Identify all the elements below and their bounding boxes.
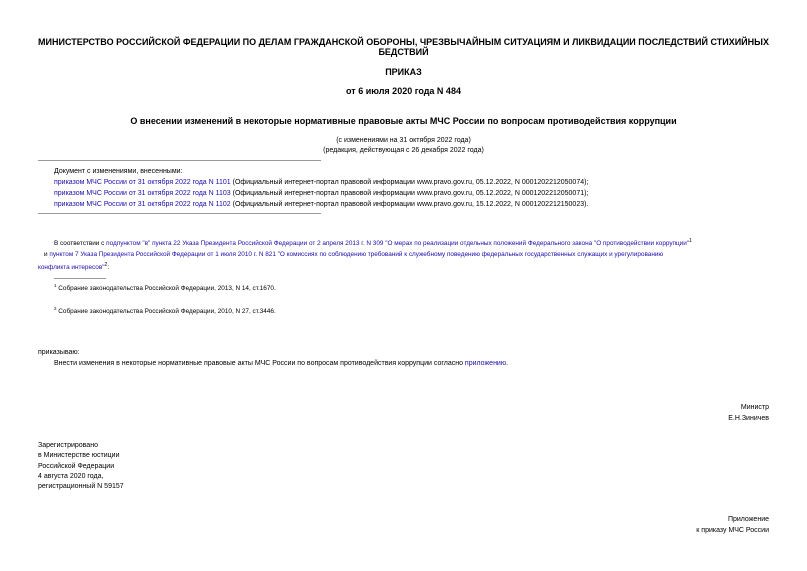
order-text bbox=[54, 360, 508, 367]
change-source: (Официальный интернет-портал правовой информации www.pravo.gov.ru, 05.12.2022, N 0001202212050074); bbox=[230, 179, 589, 186]
appendix-header bbox=[696, 514, 769, 536]
order-label: приказываю: bbox=[38, 349, 80, 356]
signature bbox=[728, 402, 769, 424]
registration-line: Зарегистрировано bbox=[38, 442, 98, 449]
change-link-1102[interactable]: приказом МЧС России от 31 октября 2022 года N 1102 bbox=[54, 201, 231, 208]
doc-title: О внесении изменений в некоторые нормативные правовые акты МЧС России по вопросам противодействия коррупции bbox=[130, 116, 677, 126]
divider-top bbox=[38, 160, 321, 161]
amended-note: (с изменениями на 31 октября 2022 года) bbox=[336, 137, 471, 144]
footnote-ref-1[interactable]: 1 bbox=[689, 238, 692, 244]
appendix-line-2: к приказу МЧС России bbox=[696, 527, 769, 534]
ministry-line-1: МИНИСТЕРСТВО РОССИЙСКОЙ ФЕДЕРАЦИИ ПО ДЕЛАМ ГРАЖДАНСКОЙ ОБОРОНЫ, ЧРЕЗВЫЧАЙНЫМ СИТУАЦИЯМ И ЛИКВИДАЦИИ ПОСЛЕДСТВИЙ СТИХИЙНЫХ bbox=[38, 37, 769, 47]
order-end: . bbox=[506, 360, 509, 367]
preamble-line-1 bbox=[38, 236, 768, 249]
decree-821-link-cont[interactable]: конфликта интересов" bbox=[38, 264, 105, 272]
change-source: (Официальный интернет-портал правовой информации www.pravo.gov.ru, 15.12.2022, N 0001202212150023). bbox=[230, 201, 589, 208]
change-item bbox=[54, 188, 588, 199]
footnote-ref-2[interactable]: 2 bbox=[104, 262, 108, 269]
preamble-line-3 bbox=[38, 260, 768, 273]
doc-date: от 6 июля 2020 года N 484 bbox=[346, 86, 461, 96]
appendix-line-1: Приложение bbox=[727, 516, 769, 523]
changes-block bbox=[54, 166, 588, 210]
ministry-heading bbox=[0, 37, 807, 57]
registration-block bbox=[38, 441, 124, 492]
registration-line: регистрационный N 59157 bbox=[38, 483, 124, 491]
footnote-2 bbox=[54, 306, 276, 315]
edition-note: (редакция, действующая с 26 декабря 2022 года) bbox=[323, 147, 484, 154]
footnote-text: Собрание законодательства Российской Федерации, 2010, N 27, ст.3446. bbox=[56, 308, 276, 316]
registration-line: в Министерстве юстиции bbox=[38, 452, 120, 460]
change-item bbox=[54, 177, 588, 188]
preamble-line-2 bbox=[38, 249, 768, 260]
footnote-text: Собрание законодательства Российской Федерации, 2013, N 14, ст.1670. bbox=[56, 285, 276, 293]
footnote-divider bbox=[54, 278, 106, 279]
footnote-1 bbox=[54, 283, 276, 292]
footnote-mark: 2 bbox=[54, 306, 57, 311]
preamble-text: В соответствии с bbox=[54, 240, 107, 248]
change-source: (Официальный интернет-портал правовой информации www.pravo.gov.ru, 05.12.2022, N 0001202212050071); bbox=[230, 190, 589, 197]
changes-intro: Документ с изменениями, внесенными: bbox=[54, 168, 183, 175]
preamble-text: и bbox=[44, 251, 50, 259]
appendix-link[interactable]: приложению bbox=[464, 360, 507, 367]
divider-bottom bbox=[38, 213, 321, 214]
preamble-text: : bbox=[107, 264, 110, 272]
registration-line: 4 августа 2020 года, bbox=[38, 472, 104, 480]
signature-name: Е.Н.Зиничев bbox=[728, 415, 769, 422]
order-body: Внести изменения в некоторые нормативные правовые акты МЧС России по вопросам противодействия коррупции согласно bbox=[54, 360, 465, 367]
signature-position: Министр bbox=[740, 404, 769, 411]
registration-line: Российской Федерации bbox=[38, 462, 115, 470]
ministry-line-2: БЕДСТВИЙ bbox=[378, 47, 429, 57]
preamble bbox=[38, 236, 768, 273]
change-item bbox=[54, 199, 588, 210]
change-link-1103[interactable]: приказом МЧС России от 31 октября 2022 года N 1103 bbox=[54, 190, 231, 197]
change-link-1101[interactable]: приказом МЧС России от 31 октября 2022 года N 1101 bbox=[54, 179, 231, 186]
doc-type: ПРИКАЗ bbox=[385, 67, 422, 77]
footnote-mark: 1 bbox=[54, 283, 57, 288]
decree-821-link[interactable]: пунктом 7 Указа Президента Российской Федерации от 1 июля 2010 г. N 821 "О комиссиях по соблюдению требований к служебному поведению федеральных государственных служащих и урегулированию bbox=[49, 251, 664, 259]
decree-309-link[interactable]: подпунктом "в" пункта 22 Указа Президента Российской Федерации от 2 апреля 2013 г. N 309 "О мерах по реализации отдельных положений Федерального закона "О противодействии коррупции" bbox=[106, 240, 690, 248]
